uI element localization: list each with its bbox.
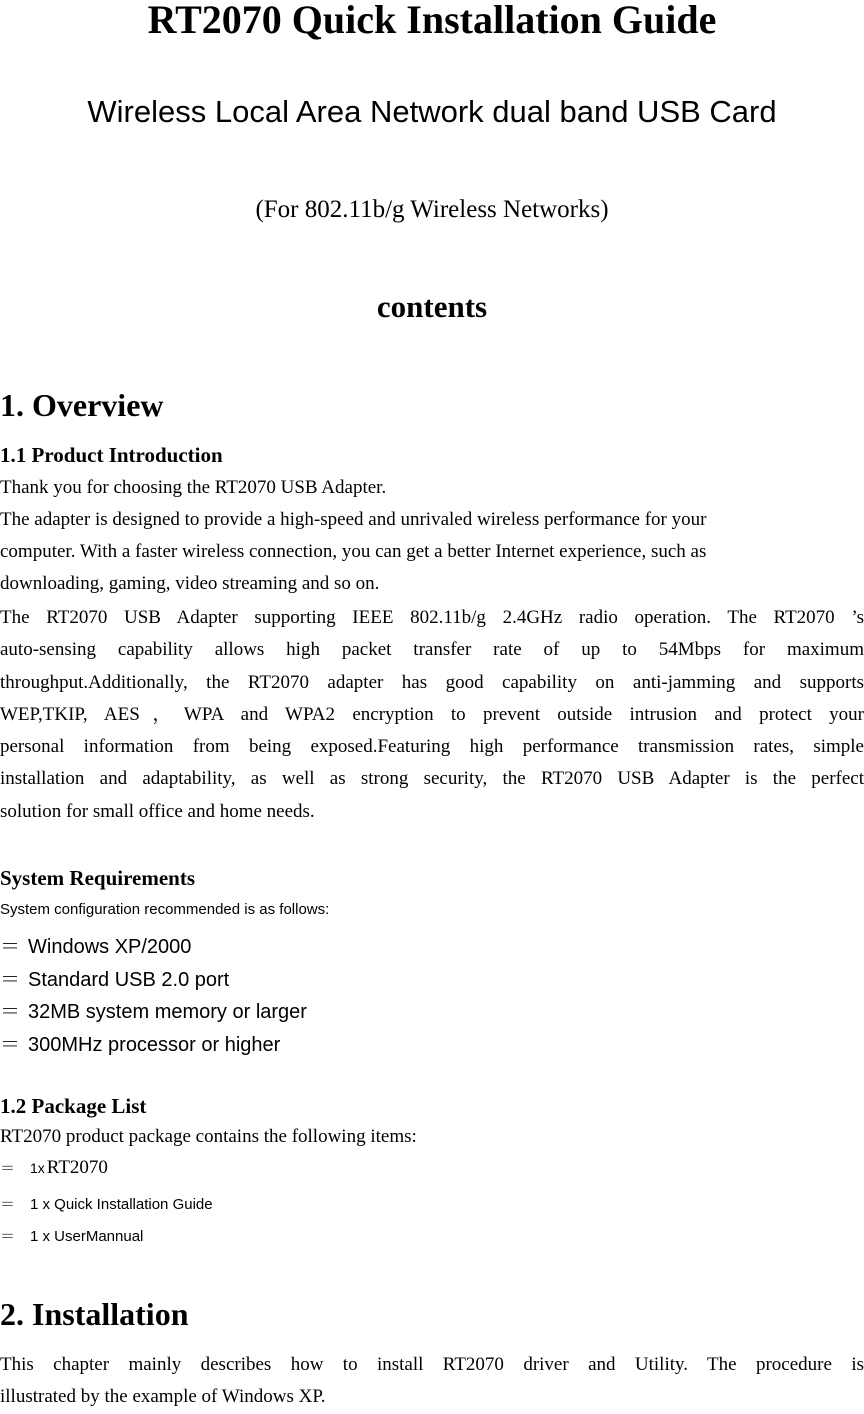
para2-line: solution for small office and home needs. [0, 800, 315, 822]
system-requirements-intro: System configuration recommended is as follows: [0, 901, 330, 918]
bullet: ＝ [0, 1196, 16, 1213]
para2-line: throughput.Additionally, the RT2070 adapter has good capability on anti-jamming and supports [0, 671, 864, 693]
package-item [0, 1193, 213, 1214]
overview-paragraph-2 [0, 602, 864, 828]
bullet: ＝ [0, 1228, 16, 1245]
installation-heading: 2. Installation [0, 1296, 189, 1332]
requirement-item [0, 1028, 280, 1057]
contents-heading: contents [376, 289, 488, 324]
package-item [0, 1225, 143, 1246]
requirement-text: 300MHz processor or higher [28, 1034, 281, 1056]
para1-line-3: downloading, gaming, video streaming and so on. [0, 573, 380, 594]
overview-heading: 1. Overview [0, 387, 164, 423]
para2-line: personal information from being exposed.Featuring high performance transmission rates, simple [0, 736, 864, 758]
package-item-name: RT2070 [46, 1157, 108, 1178]
package-item [0, 1157, 108, 1179]
product-intro-heading: 1.1 Product Introduction [0, 443, 223, 467]
para2-line: WEP,TKIP, AES，WPA and WPA2 encryption to prevent outside intrusion and protect your [0, 703, 864, 725]
requirement-item [0, 995, 307, 1024]
requirement-item [0, 963, 229, 992]
package-item-text: 1 x UserMannual [30, 1228, 144, 1245]
installation-line: illustrated by the example of Windows XP. [0, 1386, 326, 1408]
bullet: ＝ [0, 936, 20, 958]
package-item-qty: 1x [30, 1160, 45, 1176]
requirement-text: 32MB system memory or larger [28, 1001, 307, 1023]
requirement-item [0, 930, 191, 959]
para1-line-2: computer. With a faster wireless connection, you can get a better Internet experience, such as [0, 541, 707, 562]
package-item-text: 1 x Quick Installation Guide [30, 1196, 213, 1213]
document-subsubtitle: (For 802.11b/g Wireless Networks) [255, 196, 609, 223]
document-subtitle: Wireless Local Area Network dual band USB Card [87, 94, 777, 129]
document-title: RT2070 Quick Installation Guide [147, 0, 717, 42]
para2-line: The RT2070 USB Adapter supporting IEEE 802.11b/g 2.4GHz radio operation. The RT2070 ’s [0, 607, 864, 628]
para1-line-1: The adapter is designed to provide a high-speed and unrivaled wireless performance for your [0, 509, 707, 530]
intro-line: Thank you for choosing the RT2070 USB Adapter. [0, 477, 387, 498]
package-list-heading: 1.2 Package List [0, 1094, 147, 1118]
requirement-text: Standard USB 2.0 port [28, 969, 230, 991]
bullet: ＝ [0, 969, 20, 991]
system-requirements-heading: System Requirements [0, 866, 196, 890]
requirement-text: Windows XP/2000 [28, 936, 192, 958]
bullet: ＝ [0, 1034, 20, 1056]
para2-line: auto-sensing capability allows high packet transfer rate of up to 54Mbps for maximum [0, 639, 864, 661]
bullet: ＝ [0, 1160, 16, 1177]
para2-line: installation and adaptability, as well as strong security, the RT2070 USB Adapter is the perfect [0, 768, 864, 790]
installation-line: This chapter mainly describes how to install RT2070 driver and Utility. The procedure is [0, 1354, 864, 1375]
package-intro: RT2070 product package contains the following items: [0, 1126, 417, 1147]
bullet: ＝ [0, 1001, 20, 1023]
installation-paragraph [0, 1349, 864, 1414]
